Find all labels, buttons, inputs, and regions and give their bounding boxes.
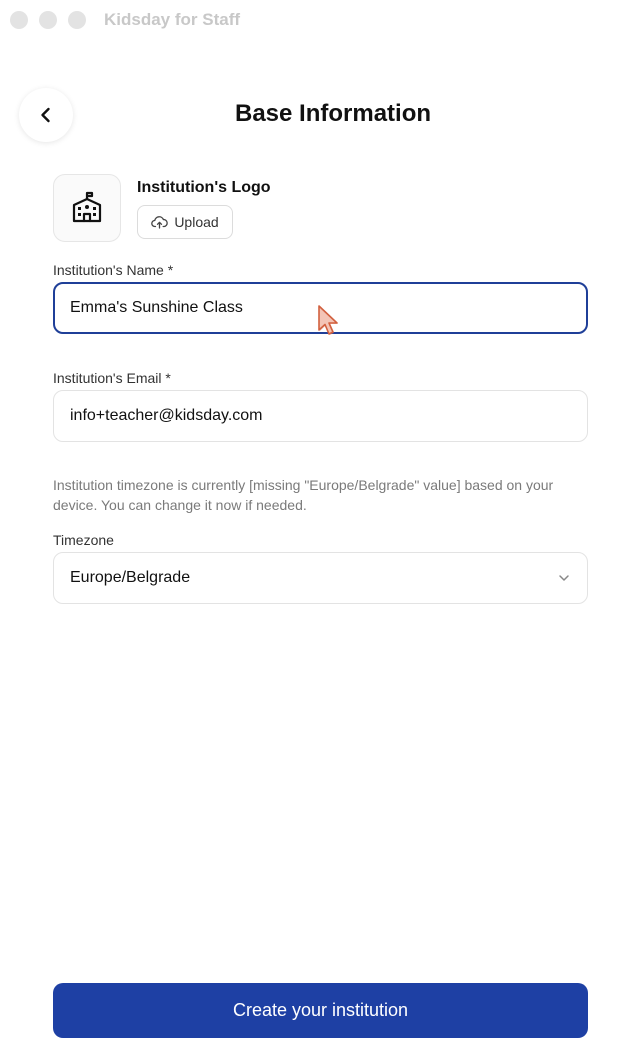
institution-email-label: Institution's Email * [53,370,171,386]
upload-label: Upload [174,214,219,230]
app-title: Kidsday for Staff [104,10,241,29]
timezone-label: Timezone [53,532,114,548]
create-institution-button[interactable]: Create your institution [53,983,588,1038]
mouse-pointer-icon [316,304,342,338]
school-building-icon [70,191,104,225]
upload-logo-button[interactable] [137,205,233,239]
close-window-button[interactable] [10,11,28,29]
page-title: Base Information [234,100,432,127]
institution-logo-label: Institution's Logo [137,179,271,196]
timezone-value: Europe/Belgrade [70,569,191,586]
institution-name-label: Institution's Name * [53,262,174,278]
timezone-select[interactable] [53,552,588,604]
chevron-down-icon [557,571,571,585]
timezone-hint: Institution timezone is currently [missing "Europe/Belgrade" value] based on your device. You can change it now if needed. [53,477,554,513]
cloud-upload-icon [151,215,168,229]
institution-email-input[interactable] [53,390,588,442]
institution-logo-placeholder [53,174,121,242]
title-bar [0,0,640,40]
zoom-window-button[interactable] [68,11,86,29]
minimize-window-button[interactable] [39,11,57,29]
